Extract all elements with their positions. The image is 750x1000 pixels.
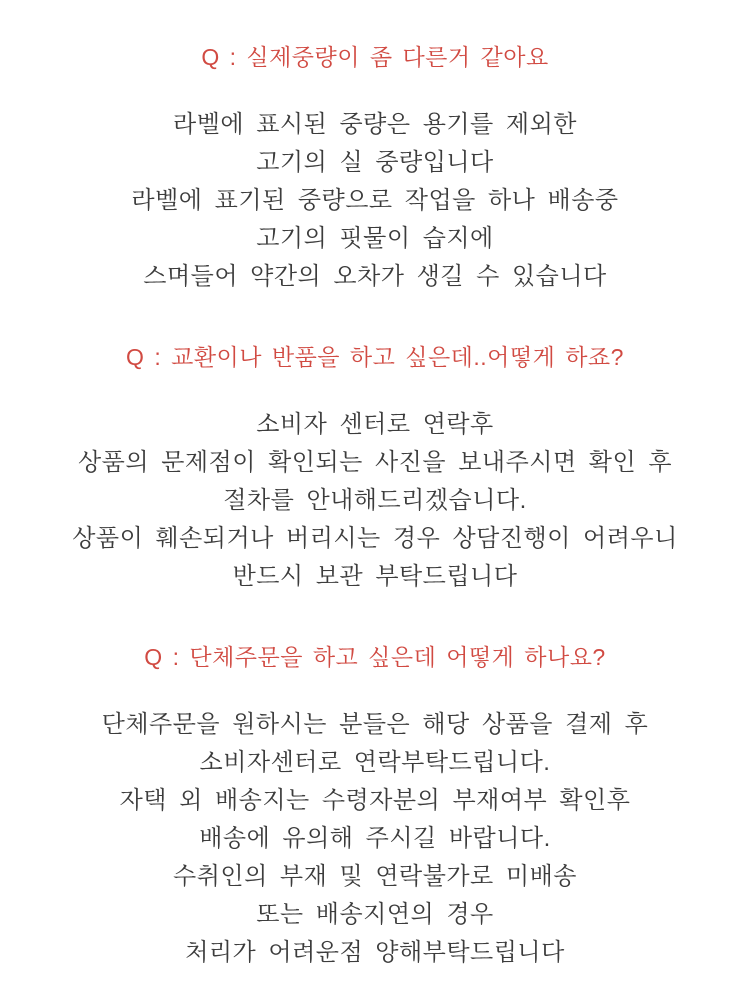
faq-answer [0, 106, 750, 296]
answer-line: 소비자센터로 연락부탁드립니다. [199, 749, 551, 776]
faq-section-group-order [0, 636, 750, 972]
answer-line: 또는 배송지연의 경우 [256, 901, 494, 928]
answer-line: 절차를 안내해드리겠습니다. [223, 487, 527, 514]
faq-question: Q : 교환이나 반품을 하고 싶은데..어떻게 하죠? [126, 344, 624, 370]
answer-line: 고기의 실 중량입니다 [256, 149, 494, 176]
answer-line: 자택 외 배송지는 수령자분의 부재여부 확인후 [119, 787, 631, 814]
answer-line: 상품이 훼손되거나 버리시는 경우 상담진행이 어려우니 [72, 525, 678, 552]
answer-line: 반드시 보관 부탁드립니다 [232, 563, 518, 590]
answer-line: 상품의 문제점이 확인되는 사진을 보내주시면 확인 후 [77, 449, 673, 476]
faq-section-weight [0, 36, 750, 296]
faq-question: Q : 실제중량이 좀 다른거 같아요 [201, 44, 549, 70]
answer-line: 단체주문을 원하시는 분들은 해당 상품을 결제 후 [101, 711, 649, 738]
faq-answer [0, 406, 750, 596]
answer-line: 라벨에 표시된 중량은 용기를 제외한 [173, 111, 577, 138]
faq-section-exchange-return [0, 336, 750, 596]
answer-line: 소비자 센터로 연락후 [256, 411, 494, 438]
answer-line: 수취인의 부재 및 연락불가로 미배송 [173, 863, 577, 890]
answer-line: 스며들어 약간의 오차가 생길 수 있습니다 [143, 263, 607, 290]
answer-line: 고기의 핏물이 습지에 [256, 225, 494, 252]
faq-question: Q : 단체주문을 하고 싶은데 어떻게 하나요? [144, 644, 606, 670]
faq-answer [0, 706, 750, 972]
answer-line: 배송에 유의해 주시길 바랍니다. [199, 825, 551, 852]
answer-line: 라벨에 표기된 중량으로 작업을 하나 배송중 [131, 187, 619, 214]
answer-line: 처리가 어려운점 양해부탁드립니다 [185, 939, 565, 966]
